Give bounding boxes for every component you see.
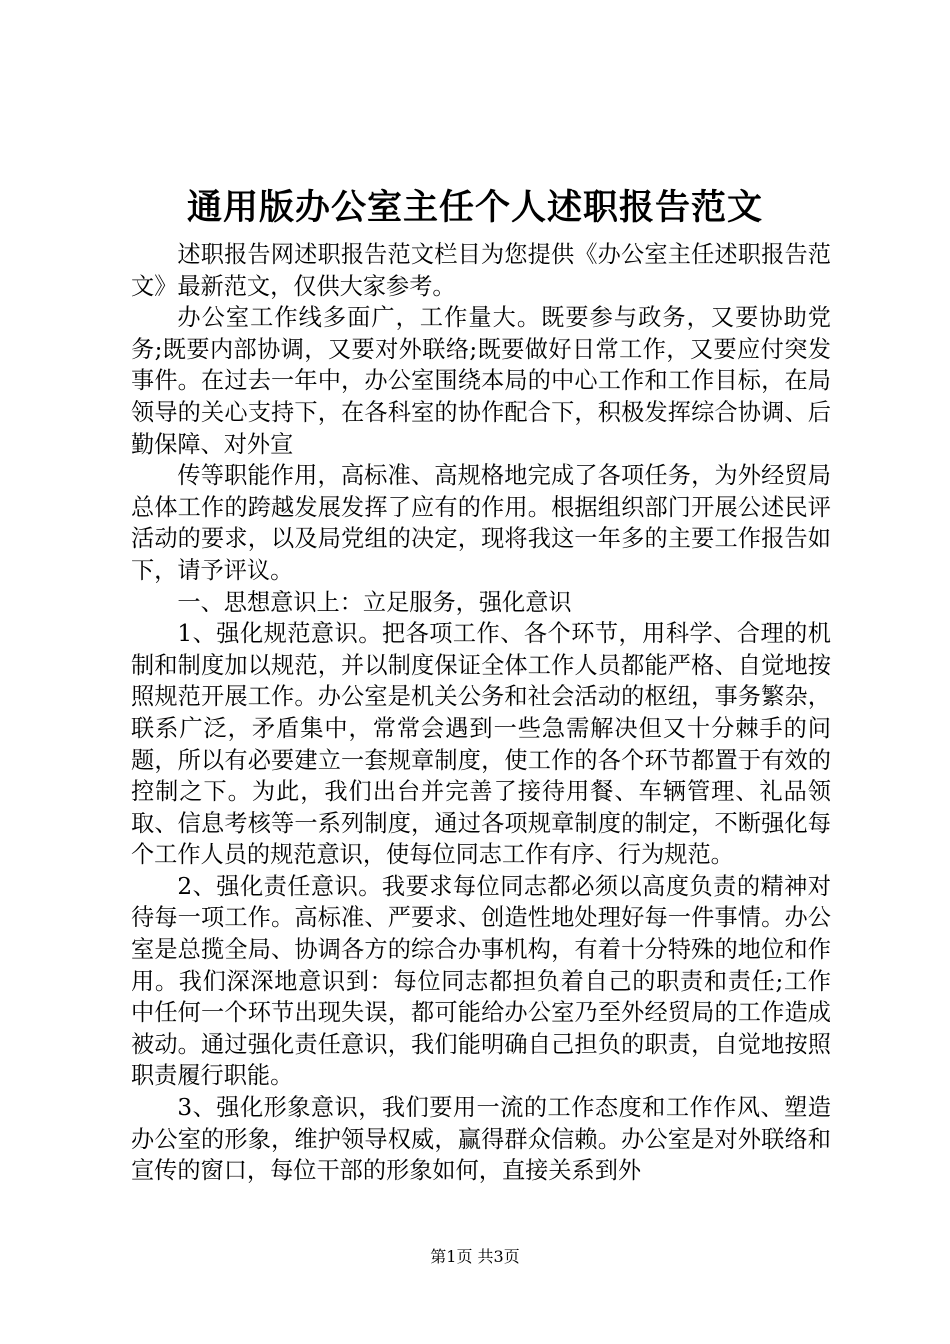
paragraph-item-2: 2、强化责任意识。我要求每位同志都必须以高度负责的精神对待每一项工作。高标准、严要求、创造性地处理好每一件事情。办公室是总揽全局、协调各方的综合办事机构，有着十分特殊的地位和作用。我们深深地意识到：每位同志都担负着自己的职责和责任;工作中任何一个环节出现失误，都可能给办公室乃至外经贸局的工作造成被动。通过强化责任意识，我们能明确自己担负的职责，自觉地按照职责履行职能。 bbox=[131, 872, 831, 1090]
paragraph-item-1: 1、强化规范意识。把各项工作、各个环节，用科学、合理的机制和制度加以规范，并以制度保证全体工作人员都能严格、自觉地按照规范开展工作。办公室是机关公务和社会活动的枢纽，事务繁杂，联系广泛，矛盾集中，常常会遇到一些急需解决但又十分棘手的问题，所以有必要建立一套规章制度，使工作的各个环节都置于有效的控制之下。为此，我们出台并完善了接待用餐、车辆管理、礼品领取、信息考核等一系列制度，通过各项规章制度的制定，不断强化每个工作人员的规范意识，使每位同志工作有序、行为规范。 bbox=[131, 620, 831, 869]
document-body bbox=[131, 239, 831, 1187]
paragraph-overview: 办公室工作线多面广，工作量大。既要参与政务，又要协助党务;既要内部协调，又要对外联络;既要做好日常工作，又要应付突发事件。在过去一年中，办公室围绕本局的中心工作和工作目标，在局领导的关心支持下，在各科室的协作配合下，积极发挥综合协调、后勤保障、对外宣 bbox=[131, 304, 831, 458]
paragraph-overview-continued: 传等职能作用，高标准、高规格地完成了各项任务，为外经贸局总体工作的跨越发展发挥了应有的作用。根据组织部门开展公述民评活动的要求，以及局党组的决定，现将我这一年多的主要工作报告如下，请予评议。 bbox=[131, 462, 831, 584]
paragraph-item-3: 3、强化形象意识，我们要用一流的工作态度和工作作风、塑造办公室的形象，维护领导权威，赢得群众信赖。办公室是对外联络和宣传的窗口，每位干部的形象如何，直接关系到外 bbox=[131, 1094, 831, 1185]
section-heading: 一、思想意识上：立足服务，强化意识 bbox=[177, 588, 572, 616]
document-title: 通用版办公室主任个人述职报告范文 bbox=[186, 188, 763, 228]
page-number-footer: 第1页 共3页 bbox=[430, 1247, 520, 1266]
paragraph-intro: 述职报告网述职报告范文栏目为您提供《办公室主任述职报告范文》最新范文，仅供大家参考。 bbox=[131, 241, 831, 300]
